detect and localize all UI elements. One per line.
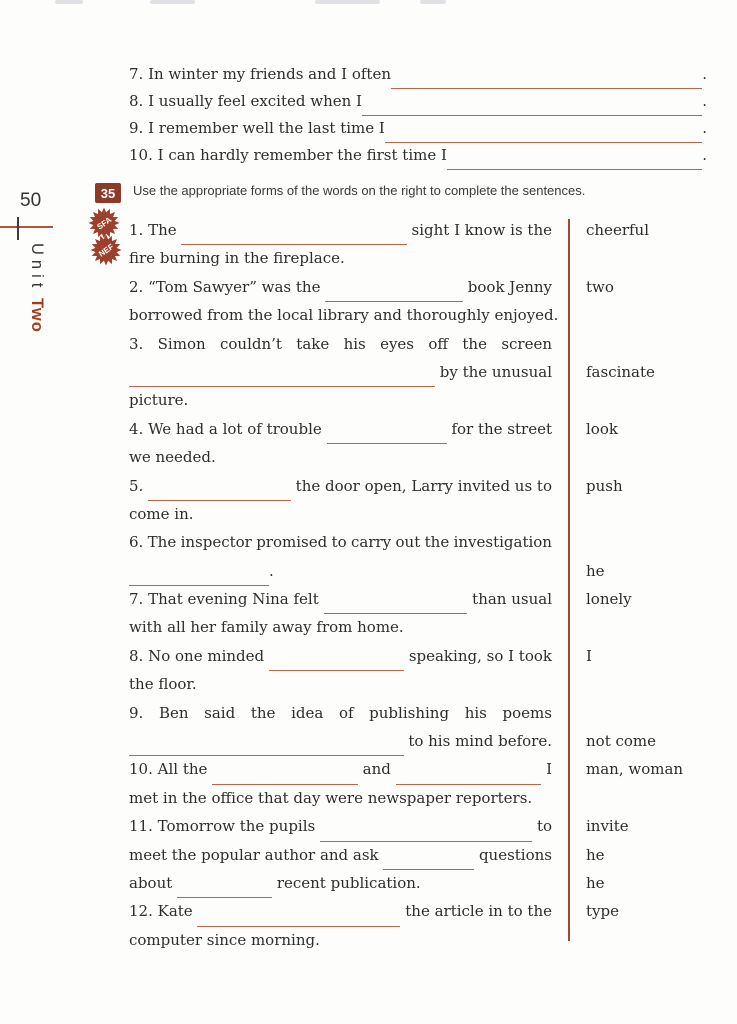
keyword: push: [586, 476, 623, 495]
sentence-row: [129, 415, 707, 472]
keyword-lines: [568, 472, 707, 529]
keyword-lines: [568, 273, 707, 330]
unit-word: Unit: [28, 243, 46, 293]
sentence-word: idea: [291, 703, 324, 722]
answer-blank: [324, 585, 468, 614]
sentence-lines: [129, 415, 568, 472]
sentence-text: 8. No one minded: [129, 646, 269, 665]
sentence-word: publishing: [369, 703, 450, 722]
sentence-word: poems: [502, 703, 552, 722]
sentence-text: I: [541, 760, 553, 779]
sentence-line: [129, 727, 552, 755]
keyword: [586, 784, 707, 812]
keyword: he: [586, 845, 605, 864]
sentence-text: than usual: [467, 590, 552, 609]
unit-label: [27, 243, 46, 333]
answer-blank: [327, 415, 447, 444]
sentence-row: [129, 330, 707, 415]
sentence-lines: [129, 897, 568, 954]
sentence-text: 7. That evening Nina felt: [129, 590, 324, 609]
exercise-body: [129, 216, 707, 954]
sentence-lines: [129, 330, 568, 415]
keyword: [586, 301, 707, 329]
item-terminator: .: [702, 65, 707, 83]
sentence-line: [129, 613, 552, 641]
sentence-row: [129, 699, 707, 756]
intro-exercise-item: [129, 115, 707, 142]
answer-blank: [177, 869, 272, 898]
item-text: 8. I usually feel excited when I: [129, 92, 362, 110]
answer-blank: [383, 841, 474, 870]
intro-exercise-items: [129, 61, 707, 169]
sentence-text: met in the office that day were newspaper reporters.: [129, 788, 533, 807]
sentence-lines: [129, 642, 568, 699]
sentence-row: [129, 642, 707, 699]
sentence-text: the door open, Larry invited us to: [290, 476, 552, 495]
exercise-sentences: [129, 216, 707, 954]
answer-blank: [362, 88, 702, 116]
sentence-word: couldn’t: [220, 334, 282, 353]
sentence-word: Ben: [158, 703, 189, 722]
sentence-word: Simon: [157, 334, 206, 353]
sentence-line: [129, 841, 552, 869]
sentence-line: [129, 528, 552, 556]
answer-blank: [129, 358, 435, 387]
sentence-word: The: [147, 533, 177, 552]
sentence-row: [129, 585, 707, 642]
sentence-row: [129, 812, 707, 897]
sentence-line: [129, 443, 552, 471]
answer-blank: [396, 755, 542, 784]
scan-artifact: [150, 0, 195, 4]
item-terminator: .: [702, 92, 707, 110]
sidebar-rule: [0, 226, 53, 228]
answer-blank: [385, 115, 702, 143]
item-terminator: .: [702, 146, 707, 164]
sentence-line: [129, 869, 552, 897]
sentence-text: and: [357, 760, 396, 779]
sentence-text: to his mind before.: [403, 732, 552, 751]
sentence-word: carry: [351, 533, 392, 552]
sentence-text: speaking, so I took: [404, 646, 552, 665]
sentence-text: 10. All the: [129, 760, 213, 779]
keyword: [586, 500, 707, 528]
keyword: [586, 613, 707, 641]
keyword: he: [586, 873, 605, 892]
column-divider: [568, 219, 570, 941]
sentence-line: [129, 273, 552, 301]
answer-blank: [212, 755, 358, 784]
sentence-lines: [129, 699, 568, 756]
intro-exercise-item: [129, 88, 707, 115]
sentence-lines: [129, 528, 568, 585]
sentence-line: [129, 472, 552, 500]
sentence-text: 11. Tomorrow the pupils: [129, 817, 320, 836]
keyword-lines: [568, 699, 707, 756]
sentence-row: [129, 273, 707, 330]
answer-blank: [391, 61, 702, 89]
sentence-word: of: [338, 703, 354, 722]
keyword: cheerful: [586, 221, 649, 239]
sentence-word: 3.: [129, 334, 144, 353]
sentence-line: [129, 812, 552, 840]
sentence-text: about: [129, 873, 178, 892]
keyword: man, woman: [586, 760, 684, 779]
sentence-line: [129, 670, 552, 698]
sentence-text: sight I know is the: [406, 221, 552, 239]
sentence-line: [129, 699, 552, 727]
answer-blank: [325, 273, 463, 302]
answer-blank: [320, 812, 532, 841]
sentence-text: fire burning in the fireplace.: [129, 249, 345, 268]
sentence-text: 1. The: [129, 221, 182, 239]
badge-label: NEF: [96, 241, 116, 259]
sentence-word: inspector: [180, 533, 252, 552]
scan-artifact: [315, 0, 380, 4]
scan-artifact: [55, 0, 83, 4]
sentence-text: .: [269, 561, 274, 580]
answer-blank: [148, 472, 291, 501]
sentence-text: we needed.: [129, 448, 216, 467]
answer-blank: [129, 557, 269, 586]
keyword-lines: [568, 330, 707, 415]
sentence-row: [129, 755, 707, 812]
keyword: invite: [586, 817, 629, 836]
sentence-line: [129, 358, 552, 386]
keyword-lines: [568, 415, 707, 472]
keyword: two: [586, 277, 614, 296]
sentence-lines: [129, 585, 568, 642]
sentence-text: to: [532, 817, 552, 836]
sentence-lines: [129, 755, 568, 812]
sentence-text: come in.: [129, 504, 194, 523]
keyword: fascinate: [586, 362, 655, 381]
sentence-line: [129, 500, 552, 528]
answer-blank: [197, 897, 400, 926]
sentence-line: [129, 897, 552, 925]
keyword: [586, 330, 707, 358]
keyword: [586, 244, 707, 272]
sentence-row: [129, 216, 707, 273]
keyword: [586, 443, 707, 471]
sentence-text: 2. “Tom Sawyer” was the: [129, 277, 326, 296]
sentence-lines: [129, 216, 568, 273]
keyword-lines: [568, 755, 707, 812]
sentence-word: his: [464, 703, 487, 722]
sentence-word: investigation: [453, 533, 552, 552]
sentence-line: [129, 585, 552, 613]
sentence-word: 6.: [129, 533, 144, 552]
sentence-text: 12. Kate: [129, 902, 198, 921]
sentence-text: the floor.: [129, 675, 197, 694]
sentence-line: [129, 755, 552, 783]
sentence-lines: [129, 472, 568, 529]
sentence-text: picture.: [129, 391, 189, 410]
sentence-text: by the unusual: [434, 362, 552, 381]
sentence-line: [129, 557, 552, 585]
unit-name: Two: [28, 298, 46, 334]
intro-exercise-item: [129, 142, 707, 169]
sentence-text: recent publication.: [272, 873, 421, 892]
sentence-line: [129, 386, 552, 414]
sentence-line: [129, 216, 552, 244]
sentence-text: borrowed from the local library and thoroughly enjoyed.: [129, 306, 559, 325]
sentence-text: 4. We had a lot of trouble: [129, 419, 327, 438]
keyword: [586, 670, 707, 698]
keyword-lines: [568, 585, 707, 642]
sentence-lines: [129, 273, 568, 330]
sentence-row: [129, 528, 707, 585]
answer-blank: [269, 642, 404, 671]
sentence-word: off: [428, 334, 449, 353]
sentence-word: take: [296, 334, 330, 353]
item-terminator: .: [702, 119, 707, 137]
intro-exercise-item: [129, 61, 707, 88]
keyword-lines: [568, 528, 707, 585]
sentence-word: screen: [501, 334, 552, 353]
exercise-number-badge: 35: [95, 183, 121, 203]
scan-artifact: [420, 0, 446, 4]
sentence-text: questions: [474, 845, 552, 864]
sentence-word: the: [424, 533, 450, 552]
keyword: [586, 926, 707, 954]
sentence-line: [129, 926, 552, 954]
sentence-row: [129, 472, 707, 529]
exercise-instruction: Use the appropriate forms of the words on the right to complete the sentences.: [133, 183, 586, 198]
sentence-word: the: [250, 703, 276, 722]
sentence-line: [129, 784, 552, 812]
sentence-text: with all her family away from home.: [129, 618, 404, 637]
keyword: look: [586, 419, 618, 438]
keyword: I: [586, 646, 592, 665]
answer-blank: [181, 216, 406, 245]
badge-label: SFA: [95, 214, 113, 232]
keyword-lines: [568, 897, 707, 954]
sentence-text: for the street: [446, 419, 552, 438]
nef-starburst-badge: [90, 234, 122, 266]
sentence-word: promised: [256, 533, 328, 552]
keyword-lines: [568, 812, 707, 897]
sentence-line: [129, 415, 552, 443]
keyword: [586, 528, 707, 556]
sentence-lines: [129, 812, 568, 897]
sentence-word: said: [204, 703, 236, 722]
keyword: he: [586, 561, 605, 580]
sentence-row: [129, 897, 707, 954]
keyword: not come: [586, 732, 657, 751]
keyword: [586, 386, 707, 414]
sentence-word: to: [331, 533, 347, 552]
keyword: type: [586, 902, 619, 921]
page-number: 50: [20, 190, 42, 211]
keyword-lines: [568, 216, 707, 273]
answer-blank: [447, 142, 702, 170]
sentence-text: the article in to the: [400, 902, 552, 921]
keyword-lines: [568, 642, 707, 699]
sentence-line: [129, 330, 552, 358]
item-text: 10. I can hardly remember the first time I: [129, 146, 447, 164]
item-text: 7. In winter my friends and I often: [129, 65, 391, 83]
sentence-text: computer since morning.: [129, 930, 320, 949]
answer-blank: [129, 727, 404, 756]
keyword: [586, 699, 707, 727]
sentence-word: out: [395, 533, 421, 552]
sentence-text: book Jenny: [463, 277, 552, 296]
sentence-line: [129, 642, 552, 670]
sentence-text: meet the popular author and ask: [129, 845, 384, 864]
sentence-word: the: [462, 334, 487, 353]
sentence-word: eyes: [380, 334, 415, 353]
sentence-line: [129, 244, 552, 272]
item-text: 9. I remember well the last time I: [129, 119, 385, 137]
keyword: lonely: [586, 590, 632, 609]
sentence-line: [129, 301, 559, 329]
sentence-text: 5.: [129, 476, 149, 495]
sidebar-rule-tick: [17, 217, 19, 240]
sentence-word: his: [343, 334, 366, 353]
sentence-word: 9.: [129, 703, 144, 722]
